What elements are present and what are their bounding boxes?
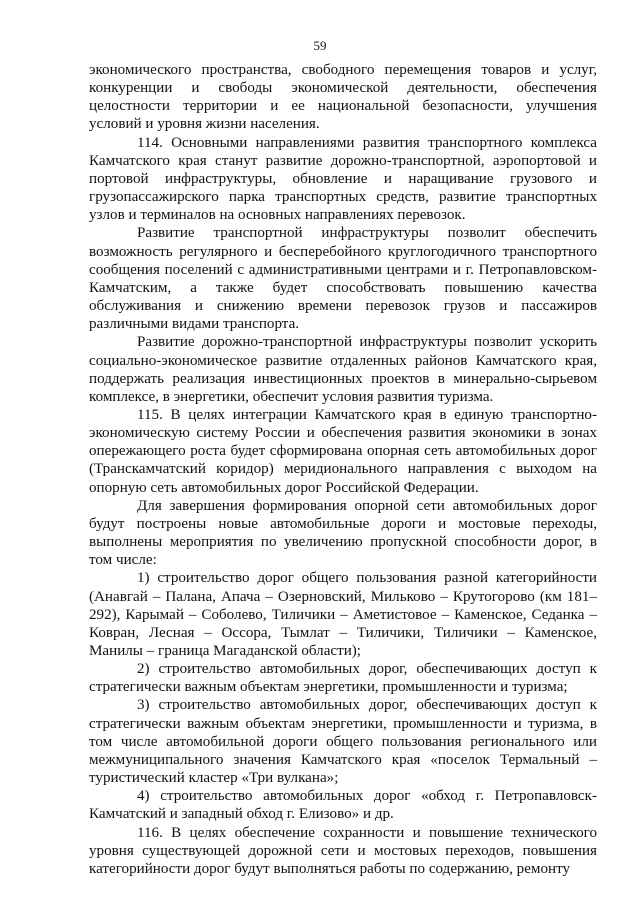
paragraph-transport-infrastructure: Развитие транспортной инфраструктуры позволит обеспечить возможность регулярного и бесперебойного круглогодичного транспортного сообщения поселений с административными центрами и г. Петропавловском-Камчатским, а также будет способствовать повышению качества обслуживания и снижению времени перевозок грузов и пассажиров различными видами транспорта. <box>89 225 597 333</box>
paragraph-continuation: экономического пространства, свободного перемещения товаров и услуг, конкуренции и свободы экономической деятельности, обеспечения целостности территории и ее национальной безопасности, улучшения условий и уровня жизни населения. <box>89 62 597 133</box>
list-item-3: 3) строительство автомобильных дорог, обеспечивающих доступ к стратегически важным объектам энергетики, промышленности и туризма, в том числе автомобильной дороги общего пользования регионального или межмуниципального значения Камчатского края «поселок Термальный – туристический кластер «Три вулкана»; <box>89 697 597 787</box>
paragraph-network-completion: Для завершения формирования опорной сети автомобильных дорог будут построены новые автомобильные дороги и мостовые переходы, выполнены мероприятия по увеличению пропускной способности дорог, в том числе: <box>89 497 597 569</box>
body-text <box>89 61 597 878</box>
paragraph-road-infrastructure: Развитие дорожно-транспортной инфраструктуры позволит ускорить социально-экономическое развитие отдаленных районов Камчатского края, поддержать реализация инвестиционных проектов в минерально-сырьевом комплексе, в энергетики, обеспечит условия развития туризма. <box>89 334 597 405</box>
paragraph-116: 116. В целях обеспечение сохранности и повышение технического уровня существующей дорожной сети и мостовых переходов, повышения категорийности дорог будут выполняться работы по содержанию, ремонту <box>89 824 597 877</box>
page-number: 59 <box>313 38 327 53</box>
paragraph-114: 114. Основными направлениями развития транспортного комплекса Камчатского края станут развитие дорожно-транспортной, аэропортовой и портовой инфраструктуры, обновление и наращивание грузового и грузопассажирского парка транспортных средств, развитие транспортных узлов и терминалов на основных направлениях перевозок. <box>89 134 597 224</box>
list-item-2: 2) строительство автомобильных дорог, обеспечивающих доступ к стратегически важным объектам энергетики, промышленности и туризма; <box>89 661 597 696</box>
paragraph-115: 115. В целях интеграции Камчатского края в единую транспортно-экономическую систему России и обеспечения развития экономики в зонах опережающего роста будет сформирована опорная сеть автомобильных дорог (Транскамчатский коридор) меридионального направления с выходом на опорную сеть автомобильных дорог Российской Федерации. <box>89 406 597 496</box>
list-item-4: 4) строительство автомобильных дорог «обход г. Петропавловск-Камчатский и западный обход г. Елизово» и др. <box>89 788 597 823</box>
list-item-1: 1) строительство дорог общего пользования разной категорийности (Анавгай – Палана, Апача – Озерновский, Мильково – Крутогорово (км 181–292), Карымай – Соболево, Тиличики – Аметистовое – Каменское, Седанка – Ковран, Лесная – Оссора, Тымлат – Тиличики, Тиличики – Каменское, Манилы – граница Магаданской области); <box>89 570 597 659</box>
